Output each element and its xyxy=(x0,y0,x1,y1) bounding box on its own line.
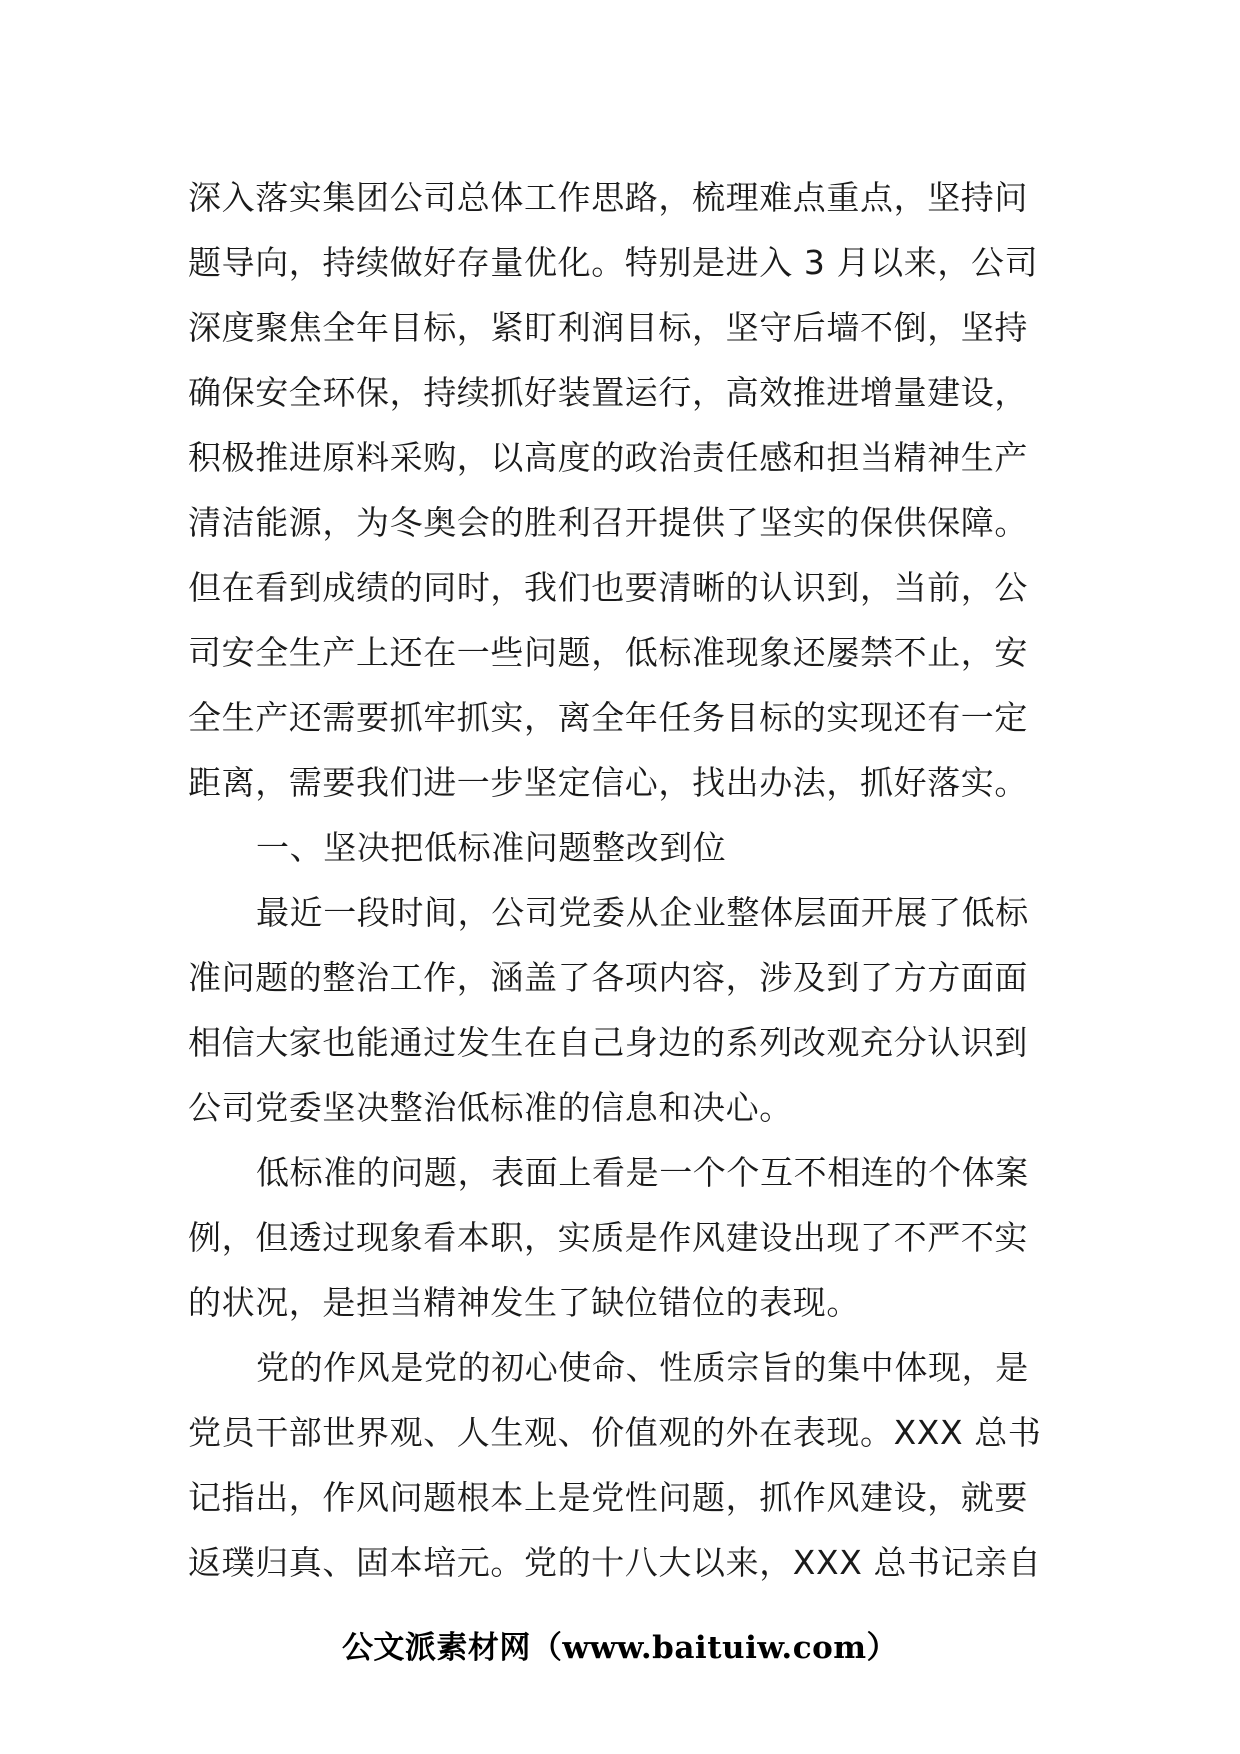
text-line: 公司党委坚决整治低标准的信息和决心。 xyxy=(188,1088,793,1127)
text-line: 党的作风是党的初心使命、性质宗旨的集中体现，是 xyxy=(256,1348,1029,1387)
paragraph-3 xyxy=(188,1140,1058,1335)
text-line: 记指出，作风问题根本上是党性问题，抓作风建设，就要 xyxy=(188,1478,1028,1517)
text-line: 司安全生产上还在一些问题，低标准现象还屡禁不止，安 xyxy=(188,633,1028,672)
text-line: 距离，需要我们进一步坚定信心，找出办法，抓好落实。 xyxy=(188,763,1028,802)
footer-watermark: 公文派素材网（www.baituiw.com） xyxy=(341,1630,899,1666)
text-line: 确保安全环保，持续抓好装置运行，高效推进增量建设， xyxy=(188,373,1028,412)
document-body xyxy=(188,165,1058,1595)
text-line: 相信大家也能通过发生在自己身边的系列改观充分认识到 xyxy=(188,1023,1028,1062)
heading-text: 一、坚决把低标准问题整改到位 xyxy=(256,828,727,867)
text-line: 但在看到成绩的同时，我们也要清晰的认识到，当前，公 xyxy=(188,568,1028,607)
text-line: 深入落实集团公司总体工作思路，梳理难点重点，坚持问 xyxy=(188,178,1028,217)
text-line: 返璞归真、固本培元。党的十八大以来，XXX 总书记亲自 xyxy=(188,1543,1042,1582)
text-line: 准问题的整治工作，涵盖了各项内容，涉及到了方方面面 xyxy=(188,958,1028,997)
paragraph-4 xyxy=(188,1335,1058,1595)
paragraph-2 xyxy=(188,880,1058,1140)
paragraph-1 xyxy=(188,165,1058,815)
section-heading xyxy=(188,815,1058,880)
text-line: 积极推进原料采购，以高度的政治责任感和担当精神生产 xyxy=(188,438,1028,477)
text-line: 全生产还需要抓牢抓实，离全年任务目标的实现还有一定 xyxy=(188,698,1028,737)
text-line: 党员干部世界观、人生观、价值观的外在表现。XXX 总书 xyxy=(188,1413,1042,1452)
text-line: 的状况，是担当精神发生了缺位错位的表现。 xyxy=(188,1283,860,1322)
text-line: 深度聚焦全年目标，紧盯利润目标，坚守后墙不倒，坚持 xyxy=(188,308,1028,347)
text-line: 低标准的问题，表面上看是一个个互不相连的个体案 xyxy=(256,1153,1029,1192)
text-line: 最近一段时间，公司党委从企业整体层面开展了低标 xyxy=(256,893,1029,932)
text-line: 清洁能源，为冬奥会的胜利召开提供了坚实的保供保障。 xyxy=(188,503,1028,542)
text-line: 题导向，持续做好存量优化。特别是进入 3 月以来，公司 xyxy=(188,243,1039,282)
text-line: 例，但透过现象看本职，实质是作风建设出现了不严不实 xyxy=(188,1218,1028,1257)
